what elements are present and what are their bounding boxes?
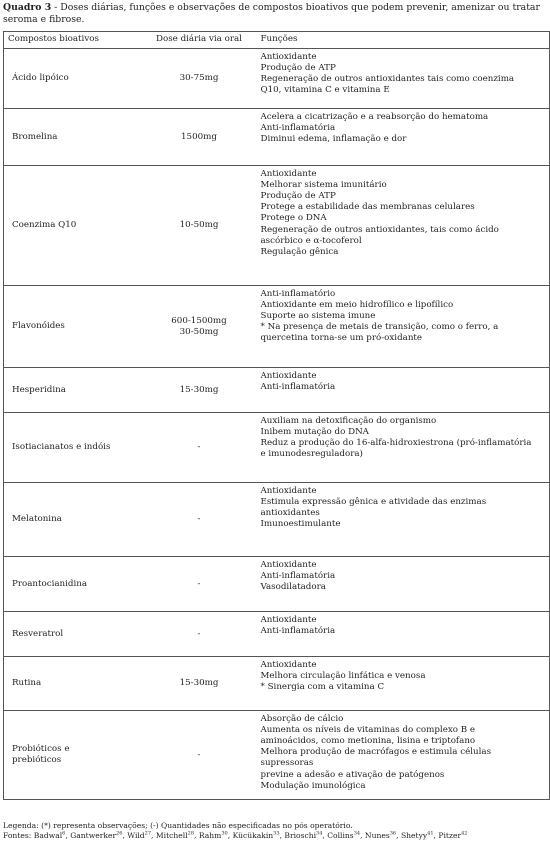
compound-dose: - (142, 413, 257, 483)
source-ref: 26 (116, 830, 123, 837)
source-ref: 28 (187, 830, 195, 837)
function-line: Antioxidante (260, 615, 317, 626)
compound-name: Coenzima Q10 (4, 166, 142, 286)
compound-functions (257, 612, 550, 657)
table-header-row (4, 32, 550, 49)
function-line: Antioxidante (260, 169, 317, 180)
function-line: Melhora produção de macrófagos e estimula células (260, 747, 492, 758)
source-name: Rahm (198, 831, 222, 840)
compound-name: Proantocianidina (4, 557, 142, 612)
compound-dose: - (142, 483, 257, 557)
function-line: Aumenta os níveis de vitaminas do complexo B e (260, 725, 476, 736)
sources-label: Fontes: (3, 831, 34, 840)
function-line: Antioxidante (260, 52, 317, 63)
function-line: supressoras (260, 758, 314, 769)
table-row (4, 49, 550, 109)
function-line: Anti-inflamatória (260, 626, 336, 637)
compound-functions (257, 711, 550, 800)
function-line: aminoácidos, como metionina, lisina e triptofano (260, 736, 476, 747)
compound-dose: 15-30mg (142, 657, 257, 711)
function-line: Antioxidante (260, 560, 317, 571)
function-line: Imunoestimulante (260, 519, 341, 530)
table-row (4, 612, 550, 657)
function-line: Anti-inflamatório (260, 289, 336, 300)
table-row (4, 368, 550, 413)
compound-functions (257, 109, 550, 166)
function-line: Q10, vitamina C e vitamina E (260, 85, 390, 96)
compound-name: Ácido lipóico (4, 49, 142, 109)
compound-dose: 10-50mg (142, 166, 257, 286)
compound-dose: 600-1500mg 30-50mg (142, 286, 257, 368)
function-line: Regeneração de outros antioxidantes tais como coenzima (260, 74, 515, 85)
function-line: ascórbico e α-tocoferol (260, 235, 362, 246)
function-line: Estimula expressão gênica e atividade das enzimas (260, 497, 487, 508)
function-line: * Na presença de metais de transição, como o ferro, a (260, 322, 499, 333)
compound-name: Isotiacianatos e indóis (4, 413, 142, 483)
compound-name: Bromelina (4, 109, 142, 166)
function-line: Suporte ao sistema imune (260, 311, 376, 322)
function-line: Anti-inflamatória (260, 123, 336, 134)
header-functions: Funções (257, 32, 550, 49)
function-line: * Sinergia com a vitamina C (260, 682, 385, 693)
source-ref: 33 (273, 830, 280, 837)
legend-sources: Fontes: Badwal$^6$, Gantwerker$^{26}$, Wild$^{27}$, Mitchell$^{28}$, Rahm$^{30}$, Kücükakin$^{33}$, Brioschi$^{34}$, Collins$^{34}$, Nunes$^{36}$, Shetyy$^{41}$, Pitzer$^{42}$ (3, 830, 468, 840)
compound-functions (257, 166, 550, 286)
function-line: Produção de ATP (260, 191, 336, 202)
function-line: e imunodesreguladora) (260, 449, 363, 460)
function-line: Protege a estabilidade das membranas celulares (260, 202, 475, 213)
function-line: Modulação imunológica (260, 780, 366, 791)
source-name: Mitchell (155, 831, 188, 840)
legend-text: Legenda: (*) representa observações; (-) Quantidades não especificadas no pós operatório. (3, 821, 353, 830)
function-line: Inibem mutação do DNA (260, 427, 369, 438)
compound-dose: - (142, 612, 257, 657)
function-line: Melhorar sistema imunitário (260, 180, 387, 191)
source-ref: 34 (353, 830, 361, 837)
function-line: Acelera a cicatrização e a reabsorção do hematoma (260, 112, 489, 123)
source-ref: 36 (389, 830, 397, 837)
table-row (4, 109, 550, 166)
source-ref: 6 (62, 830, 66, 837)
compound-name: Hesperidina (4, 368, 142, 413)
compound-name: Flavonóides (4, 286, 142, 368)
function-line: Antioxidante em meio hidrofílico e lipofílico (260, 300, 454, 311)
function-line: Auxiliam na detoxificação do organismo (260, 416, 437, 427)
source-name: Nunes (364, 831, 390, 840)
compound-functions (257, 413, 550, 483)
table-row (4, 711, 550, 800)
source-name: Gantwerker (70, 831, 117, 840)
function-line: Antioxidante (260, 486, 317, 497)
function-line: Produção de ATP (260, 63, 336, 74)
compound-dose: - (142, 711, 257, 800)
function-line: Anti-inflamatória (260, 571, 336, 582)
table-row (4, 483, 550, 557)
function-line: Vasodilatadora (260, 582, 326, 593)
compound-functions (257, 286, 550, 368)
function-line: quercetina torna-se um pró-oxidante (260, 333, 423, 344)
function-line: Regulação gênica (260, 246, 339, 257)
source-name: Badwal (33, 831, 63, 840)
compound-name: Resveratrol (4, 612, 142, 657)
compound-functions (257, 483, 550, 557)
source-name: Wild (127, 831, 145, 840)
source-ref: 42 (461, 830, 468, 837)
header-dose: Dose diária via oral (142, 32, 257, 49)
source-ref: 41 (427, 830, 434, 837)
table-row (4, 657, 550, 711)
function-line: Anti-inflamatória (260, 382, 336, 393)
compound-dose: 15-30mg (142, 368, 257, 413)
table-caption (3, 2, 547, 26)
compound-name: Melatonina (4, 483, 142, 557)
source-ref: 27 (144, 830, 152, 837)
compound-dose: - (142, 557, 257, 612)
source-name: Kücükakin (232, 831, 274, 840)
table-row (4, 413, 550, 483)
compound-dose: 30-75mg (142, 49, 257, 109)
compound-functions (257, 368, 550, 413)
function-line: Absorção de cálcio (260, 714, 344, 725)
function-line: Protege o DNA (260, 213, 327, 224)
source-ref: 30 (221, 830, 228, 837)
table-row (4, 286, 550, 368)
function-line: Reduz a produção do 16-alfa-hidroxiestrona (pró-inflamatória (260, 438, 532, 449)
function-line: previne a adesão e ativação de patógenos (260, 769, 445, 780)
compounds-table (3, 31, 550, 800)
compound-functions (257, 49, 550, 109)
source-name: Pitzer (438, 831, 462, 840)
header-compounds: Compostos bioativos (4, 32, 142, 49)
source-ref: 34 (316, 830, 323, 837)
source-name: Collins (327, 831, 354, 840)
caption-text: - Doses diárias, funções e observações de compostos bioativos que podem prevenir, amenizar ou tratar seroma e fibrose. (3, 2, 540, 25)
compound-dose: 1500mg (142, 109, 257, 166)
source-name: Brioschi (284, 831, 317, 840)
table-row (4, 557, 550, 612)
function-line: Diminui edema, inflamação e dor (260, 134, 407, 145)
function-line: Melhora circulação linfática e venosa (260, 671, 426, 682)
table-legend (3, 821, 549, 841)
compound-name: Probióticos e prebióticos (4, 711, 142, 800)
caption-label: Quadro 3 (3, 2, 52, 13)
source-name: Shetyy (400, 831, 428, 840)
compound-functions (257, 657, 550, 711)
compound-name: Rutina (4, 657, 142, 711)
function-line: Antioxidante (260, 371, 317, 382)
compound-functions (257, 557, 550, 612)
function-line: Regeneração de outros antioxidantes, tais como ácido (260, 224, 499, 235)
table-row (4, 166, 550, 286)
function-line: antioxidantes (260, 508, 320, 519)
function-line: Antioxidante (260, 660, 317, 671)
